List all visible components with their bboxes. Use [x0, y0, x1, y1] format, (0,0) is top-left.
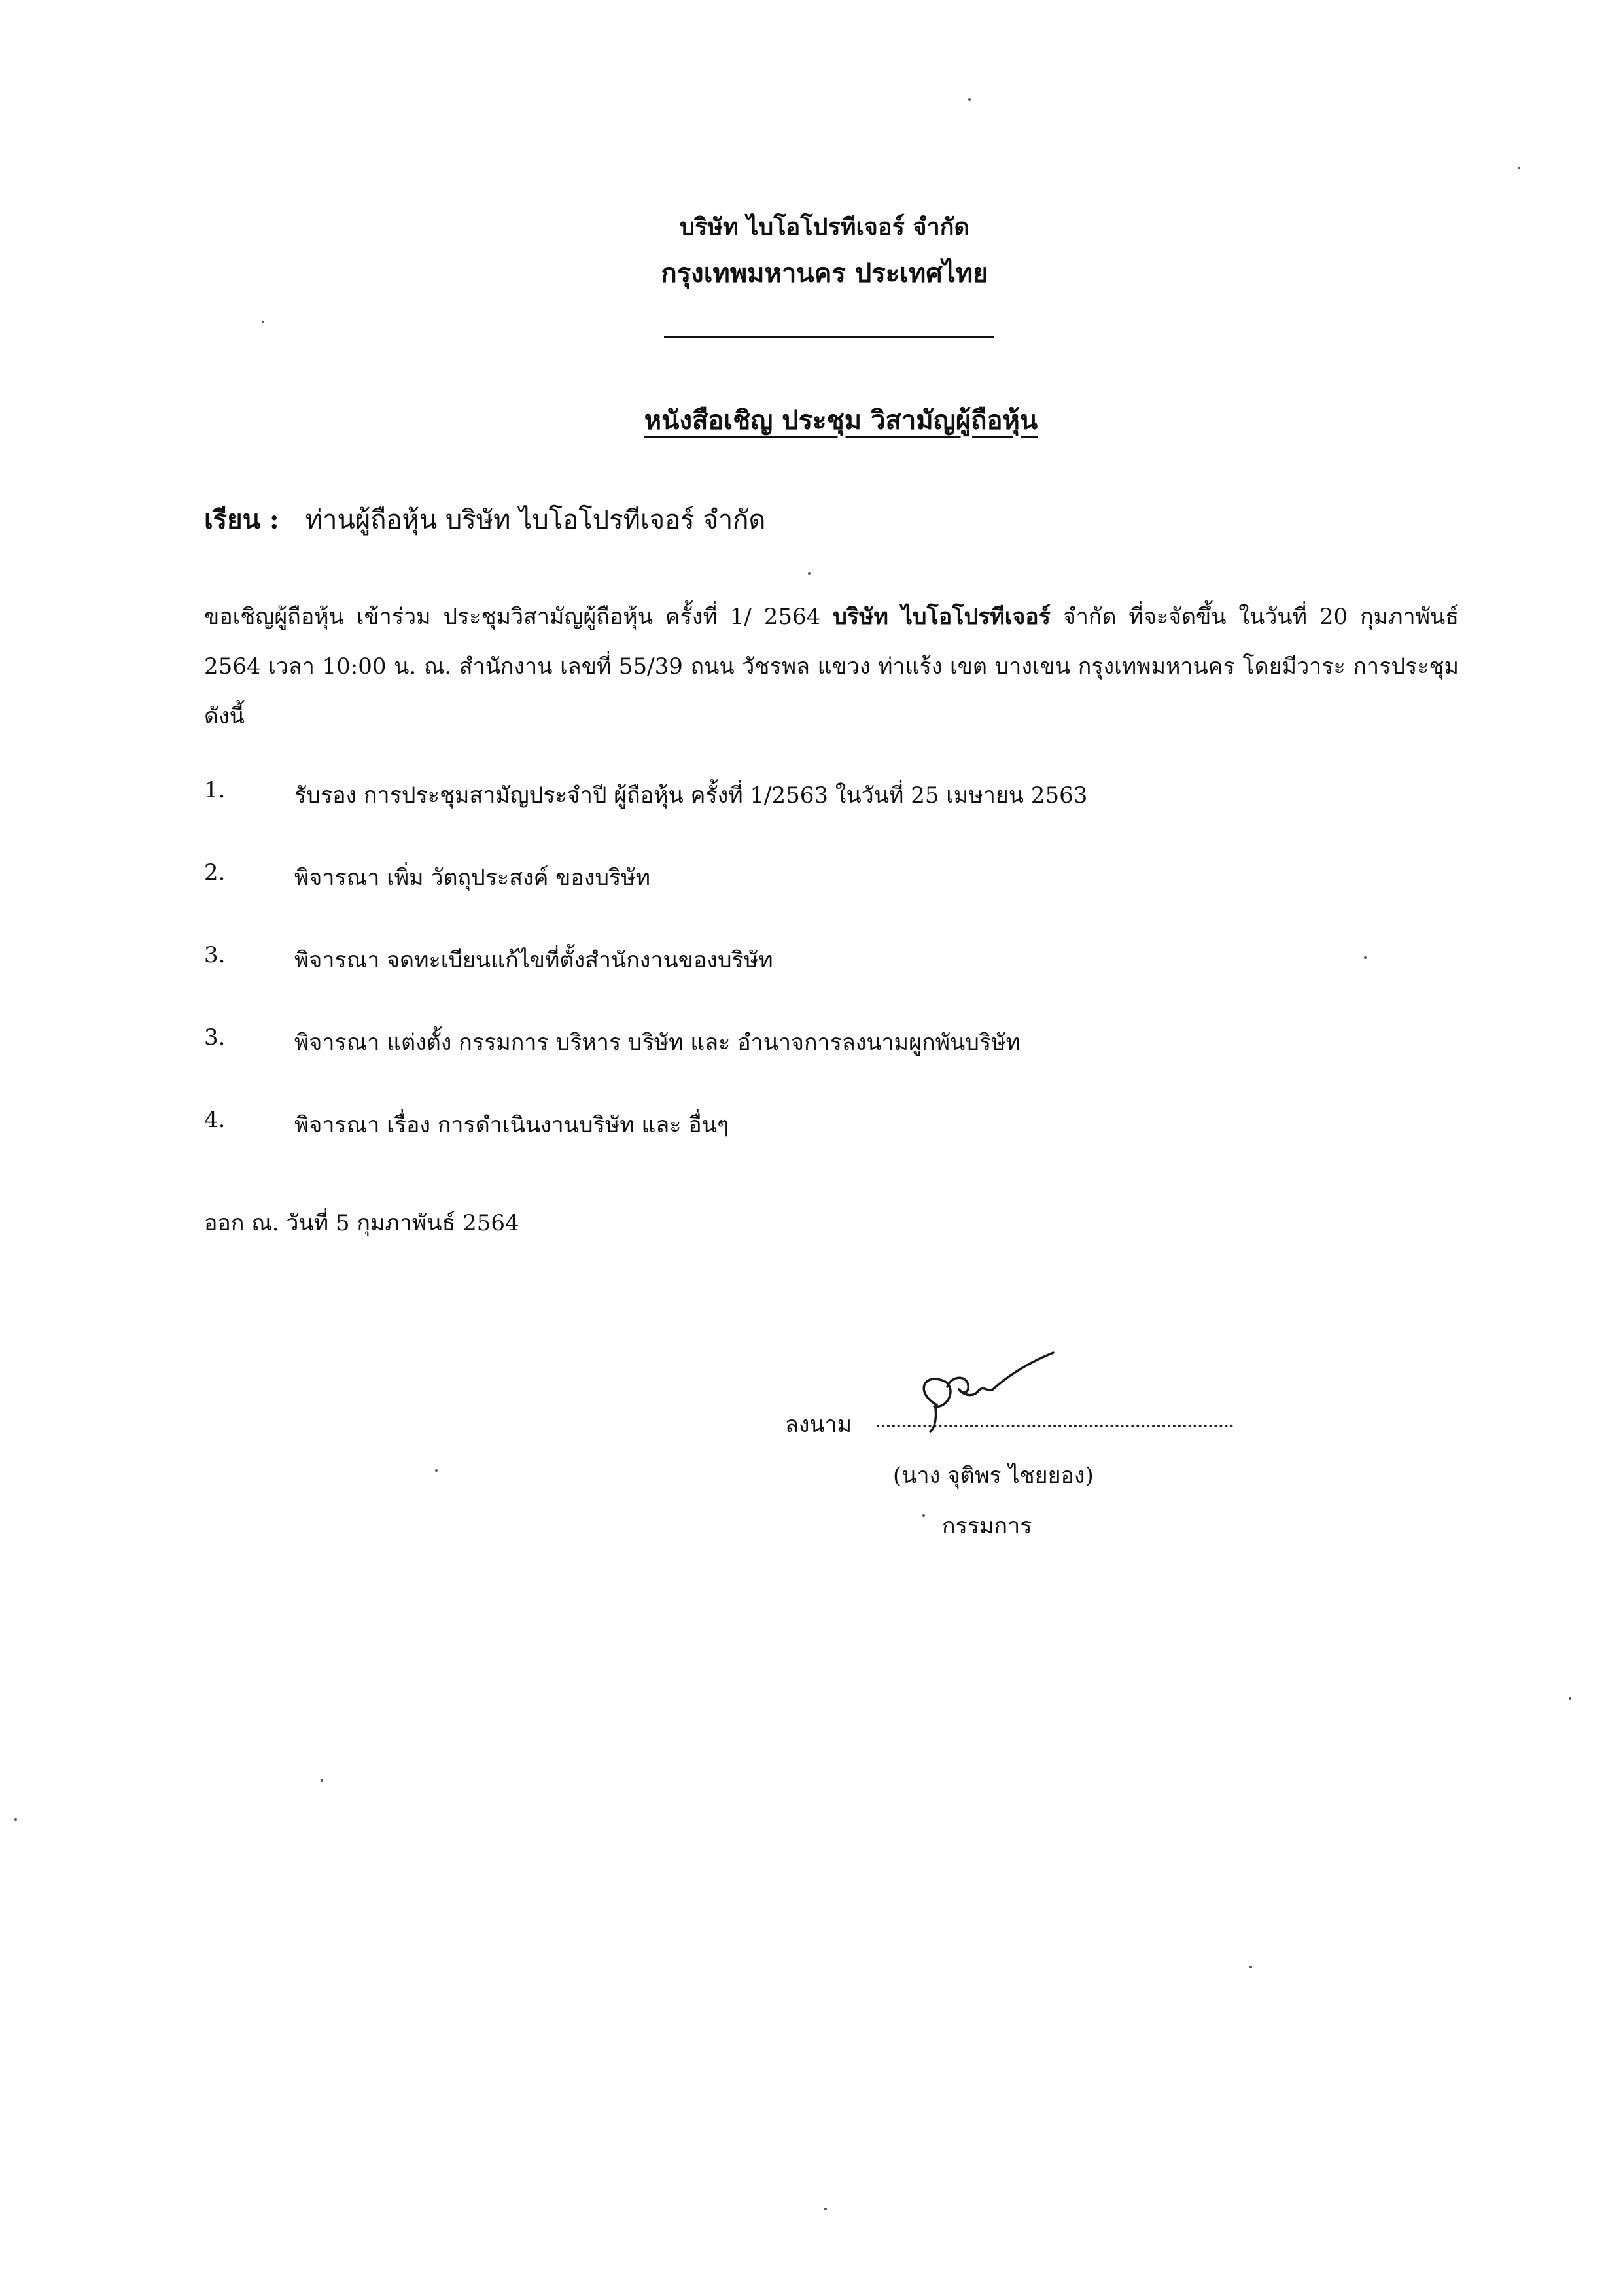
scan-speck — [435, 1469, 438, 1472]
company-name: บริษัท ไบโอโปรทีเจอร์ จำกัด — [680, 213, 969, 241]
scan-speck — [1249, 1966, 1252, 1968]
agenda-item-number: 3. — [204, 1024, 226, 1051]
agenda-item-number: 3. — [204, 942, 226, 968]
scan-speck — [808, 572, 811, 575]
scan-speck — [824, 2208, 827, 2210]
agenda-item-text: รับรอง การประชุมสามัญประจำปี ผู้ถือหุ้น ครั้งที่ 1/2563 ในวันที่ 25 เมษายน 2563 — [294, 782, 1088, 809]
signer-name: (นาง จุติพร ไชยยอง) — [893, 1463, 1094, 1489]
agenda-item-number: 4. — [204, 1107, 226, 1133]
salutation — [204, 498, 765, 540]
agenda-item-text: พิจารณา เรื่อง การดำเนินงานบริษัท และ อื่นๆ — [294, 1112, 729, 1138]
intro-paragraph — [204, 592, 1459, 741]
scan-speck — [1518, 167, 1520, 169]
agenda-item-text: พิจารณา แต่งตั้ง กรรมการ บริหาร บริษัท และ อำนาจการลงนามผูกพันบริษัท — [294, 1030, 1021, 1056]
company-location: กรุงเทพมหานคร ประเทศไทย — [661, 258, 988, 288]
scan-speck — [262, 321, 264, 323]
agenda-item — [204, 777, 1447, 860]
scan-speck — [1364, 956, 1367, 959]
intro-text-part2: จำกัด ที่จะจัดขึ้น ในวันที่ 20 กุมภาพันธ์ 2564 เวลา 10:00 น. ณ. สำนักงาน เลขที่ 55/39 ถนน วัชรพล แขวง ท่าแร้ง เขต บางเขน กรุงเทพมหานคร โดยมีวาระ การประชุม ดังนี้ — [204, 604, 1459, 729]
document-title: หนังสือเชิญ ประชุม วิสามัญผู้ถือหุ้น — [644, 405, 1038, 436]
header-divider — [664, 336, 994, 338]
agenda-item-number: 1. — [204, 777, 226, 803]
agenda-item-number: 2. — [204, 860, 226, 886]
issue-date: ออก ณ. วันที่ 5 กุมภาพันธ์ 2564 — [204, 1210, 519, 1236]
intro-company-bold: บริษัท ไบโอโปรทีเจอร์ — [833, 604, 1051, 630]
handwritten-signature-icon — [896, 1348, 1066, 1433]
signature-block — [785, 1348, 1439, 1544]
scan-speck — [922, 1514, 925, 1517]
agenda-item — [204, 942, 1447, 1024]
agenda-item — [204, 1024, 1447, 1107]
agenda-item-text: พิจารณา จดทะเบียนแก้ไขที่ตั้งสำนักงานของบริษัท — [294, 947, 773, 973]
agenda-item-text: พิจารณา เพิ่ม วัตถุประสงค์ ของบริษัท — [294, 865, 651, 891]
scan-speck — [968, 98, 971, 101]
signer-role: กรรมการ — [942, 1513, 1032, 1539]
scan-speck — [1569, 1697, 1571, 1700]
agenda-list — [204, 777, 1447, 1189]
salutation-recipient: ท่านผู้ถือหุ้น บริษัท ไบโอโปรทีเจอร์ จำกัด — [305, 505, 766, 535]
intro-text-part1: ขอเชิญผู้ถือหุ้น เข้าร่วม ประชุมวิสามัญผู้ถือหุ้น ครั้งที่ 1/ 2564 — [204, 604, 833, 630]
agenda-item — [204, 1107, 1447, 1189]
signature-label: ลงนาม — [785, 1412, 852, 1438]
scan-speck — [14, 1818, 17, 1821]
salutation-label: เรียน : — [204, 504, 279, 535]
scan-speck — [321, 1779, 323, 1782]
agenda-item — [204, 860, 1447, 942]
